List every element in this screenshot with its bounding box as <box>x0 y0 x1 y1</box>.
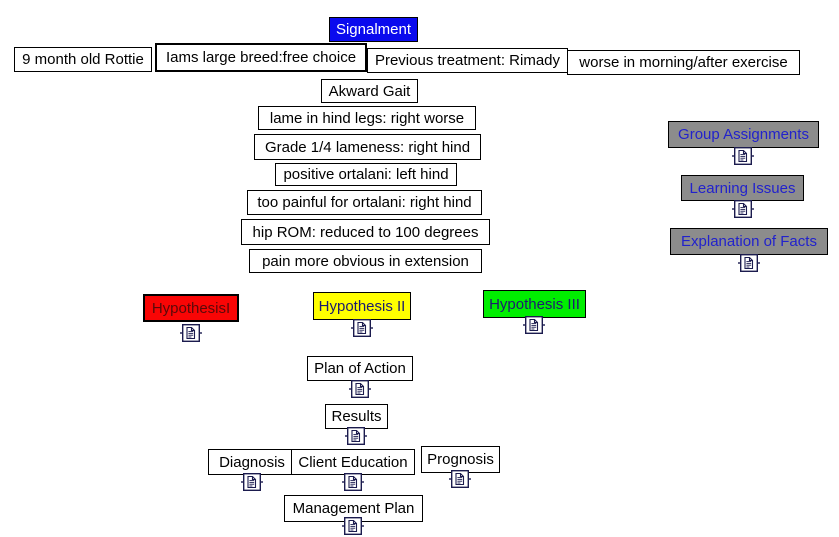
node-plan-of-action[interactable] <box>307 356 413 381</box>
node-label: Hypothesis II <box>318 297 406 315</box>
document-page-glyph <box>351 319 373 337</box>
document-page-glyph <box>342 473 364 491</box>
node-group-assignments[interactable] <box>668 121 819 148</box>
document-page-glyph <box>732 147 754 165</box>
node-prognosis[interactable] <box>421 446 500 473</box>
node-label: lame in hind legs: right worse <box>269 109 465 127</box>
document-icon[interactable] <box>449 470 471 488</box>
node-akward-gait[interactable] <box>321 79 418 103</box>
node-9-month-old-rottie[interactable] <box>14 47 152 72</box>
node-pain-in-extension[interactable] <box>249 249 482 273</box>
node-label: Group Assignments <box>678 126 809 143</box>
document-page-glyph <box>342 517 364 535</box>
node-lame-in-hind-legs[interactable] <box>258 106 476 130</box>
node-label: 9 month old Rottie <box>22 51 144 68</box>
node-label: Previous treatment: Rimady <box>374 52 561 69</box>
document-icon[interactable] <box>349 380 371 398</box>
node-label: Hypothesis III <box>489 295 580 313</box>
node-label: Signalment <box>335 21 412 38</box>
node-signalment[interactable] <box>329 17 418 42</box>
document-icon[interactable] <box>342 473 364 491</box>
node-worse-in-morning[interactable] <box>567 50 800 75</box>
node-label: Grade 1/4 lameness: right hind <box>264 138 471 156</box>
node-client-education[interactable] <box>291 449 415 475</box>
document-page-glyph <box>345 427 367 445</box>
document-icon[interactable] <box>180 324 202 342</box>
node-hypothesis-2[interactable] <box>313 292 411 320</box>
node-label: Diagnosis <box>219 453 285 471</box>
node-label: Plan of Action <box>314 360 406 377</box>
node-previous-treatment[interactable] <box>367 48 568 73</box>
node-label: Results <box>331 408 382 425</box>
document-page-glyph <box>523 316 545 334</box>
document-icon[interactable] <box>732 200 754 218</box>
node-label: Prognosis <box>427 451 494 468</box>
node-label: worse in morning/after exercise <box>579 54 788 71</box>
node-explanation-of-facts[interactable] <box>670 228 828 255</box>
document-page-glyph <box>449 470 471 488</box>
document-icon[interactable] <box>241 473 263 491</box>
document-page-glyph <box>732 200 754 218</box>
node-label: too painful for ortalani: right hind <box>257 194 472 211</box>
node-too-painful-for-ortalani[interactable] <box>247 190 482 215</box>
document-icon[interactable] <box>732 147 754 165</box>
node-label: positive ortalani: left hind <box>283 166 449 183</box>
node-label: pain more obvious in extension <box>262 252 469 270</box>
node-hip-rom[interactable] <box>241 219 490 245</box>
document-page-glyph <box>241 473 263 491</box>
node-label: Client Education <box>298 453 408 471</box>
document-icon[interactable] <box>345 427 367 445</box>
node-results[interactable] <box>325 404 388 429</box>
node-label: Management Plan <box>292 500 415 517</box>
document-page-glyph <box>738 254 760 272</box>
document-icon[interactable] <box>342 517 364 535</box>
node-label: Iams large breed:free choice <box>165 49 357 66</box>
node-hypothesis-1[interactable] <box>143 294 239 322</box>
node-label: Akward Gait <box>328 82 411 100</box>
document-icon[interactable] <box>738 254 760 272</box>
node-label: HypothesisI <box>151 299 231 317</box>
document-icon[interactable] <box>523 316 545 334</box>
node-learning-issues[interactable] <box>681 175 804 201</box>
document-page-glyph <box>349 380 371 398</box>
node-diagnosis[interactable] <box>208 449 296 475</box>
document-icon[interactable] <box>351 319 373 337</box>
node-label: Learning Issues <box>689 179 796 197</box>
node-label: Explanation of Facts <box>681 233 817 250</box>
node-label: hip ROM: reduced to 100 degrees <box>252 223 479 241</box>
node-positive-ortalani[interactable] <box>275 163 457 186</box>
node-iams-large-breed[interactable] <box>155 43 367 72</box>
node-hypothesis-3[interactable] <box>483 290 586 318</box>
node-grade-lameness[interactable] <box>254 134 481 160</box>
document-page-glyph <box>180 324 202 342</box>
